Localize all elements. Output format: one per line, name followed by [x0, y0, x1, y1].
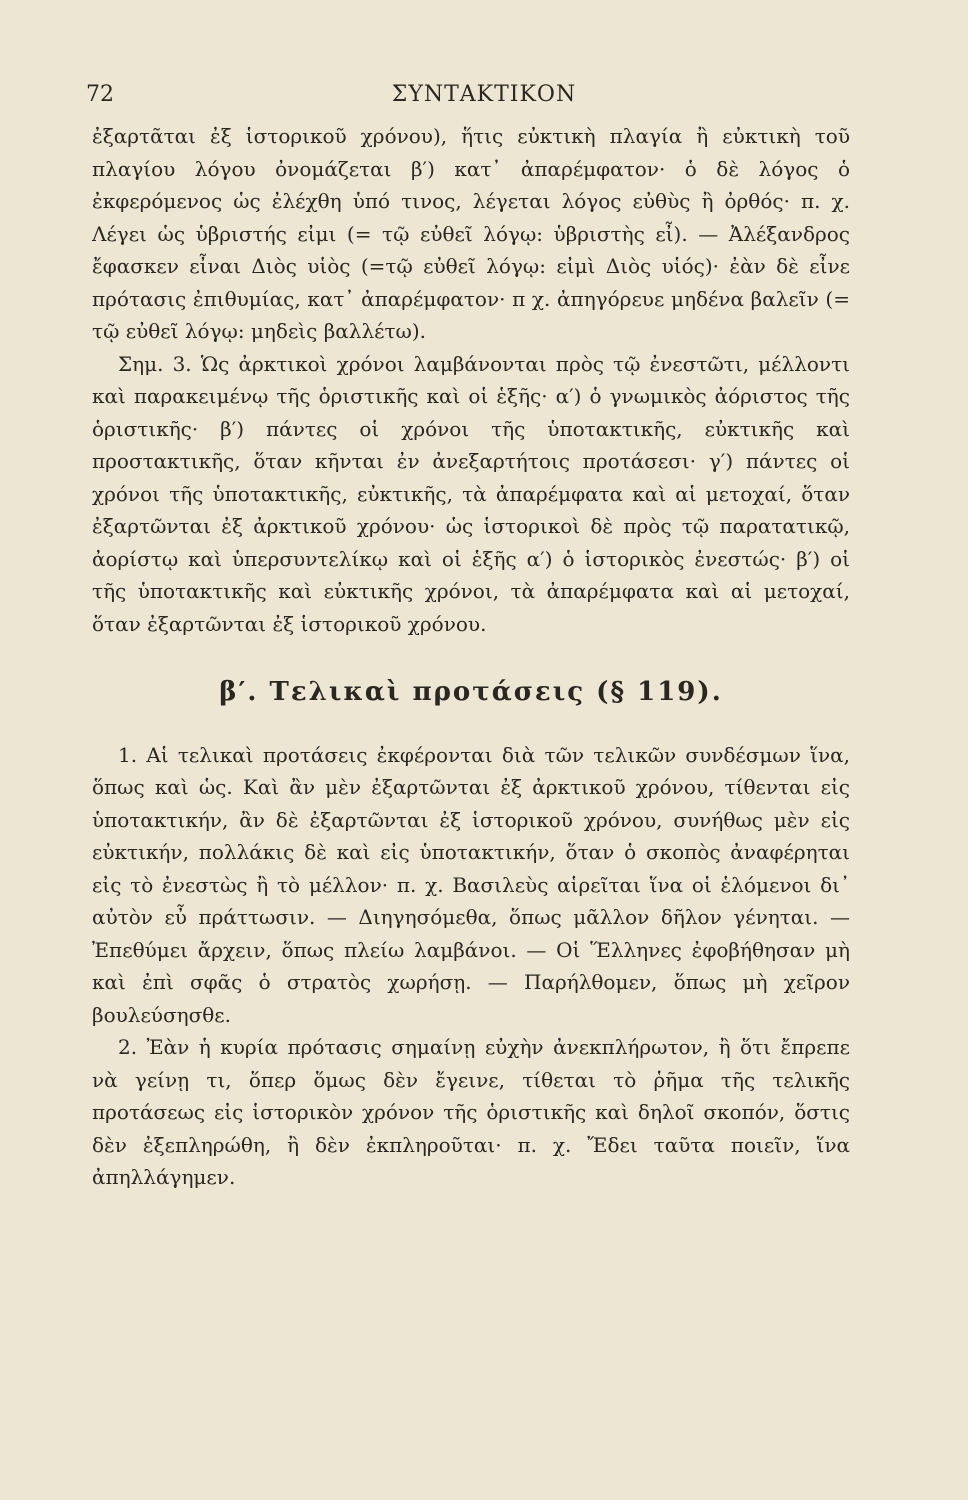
numbered-paragraph-2: 2. Ἐὰν ἡ κυρία πρότασις σημαίνῃ εὐχὴν ἀνεκπλήρωτον, ἢ ὅτι ἔπρεπε νὰ γείνῃ τι, ὅπερ ὅμως δὲν ἔγεινε, τίθεται τὸ ῥῆμα τῆς τελικῆς προτάσεως εἰς ἱστορικὸν χρόνον τῆς ὁριστικῆς καὶ δηλοῖ σκοπόν, ὅστις δὲν ἐξεπληρώθη, ἢ δὲν ἐκπληροῦται· π. χ. Ἔδει ταῦτα ποιεῖν, ἵνα ἀπηλλάγημεν.: [92, 1035, 850, 1189]
paragraph-continuation: ἐξαρτᾶται ἐξ ἱστορικοῦ χρόνου), ἥτις εὐκτικὴ πλαγία ἢ εὐκτικὴ τοῦ πλαγίου λόγου ὀνομάζεται β′) κατ᾿ ἀπαρέμφατον· ὁ δὲ λόγος ὁ ἐκφερόμενος ὡς ἐλέχθη ὑπό τινος, λέγεται λόγος εὐθὺς ἢ ὀρθός· π. χ. Λέγει ὡς ὑβριστής εἰμι (= τῷ εὐθεῖ λόγῳ: ὑβριστὴς εἶ). — Ἀλέξανδρος ἔφασκεν εἶναι Διὸς υἱὸς (=τῷ εὐθεῖ λόγῳ: εἰμὶ Διὸς υἱός)· ἐὰν δὲ εἶνε πρότασις ἐπιθυμίας, κατ᾿ ἀπαρέμφατον· π χ. ἀπηγόρευε μηδένα βαλεῖν (= τῷ εὐθεῖ λόγῳ: μηδεὶς βαλλέτω).: [92, 124, 850, 343]
section-heading: β′. Τελικαὶ προτάσεις (§ 119).: [219, 677, 723, 707]
running-title: ΣΥΝΤΑΚΤΙΚΟΝ: [391, 82, 577, 107]
page-body: [92, 120, 850, 1194]
page-number: 72: [86, 82, 114, 107]
remark-paragraph: Σημ. 3. Ὡς ἀρκτικοὶ χρόνοι λαμβάνονται πρὸς τῷ ἐνεστῶτι, μέλλοντι καὶ παρακειμένῳ τῆς ὁριστικῆς καὶ οἱ ἑξῆς· α′) ὁ γνωμικὸς ἀόριστος τῆς ὁριστικῆς· β′) πάντες οἱ χρόνοι τῆς ὑποτακτικῆς, εὐκτικῆς καὶ προστακτικῆς, ὅταν κῆνται ἐν ἀνεξαρτήτοις προτάσεσι· γ′) πάντες οἱ χρόνοι τῆς ὑποτακτικῆς, εὐκτικῆς, τὰ ἀπαρέμφατα καὶ αἱ μετοχαί, ὅταν ἐξαρτῶνται ἐξ ἀρκτικοῦ χρόνου· ὡς ἱστορικοὶ δὲ πρὸς τῷ παρατατικῷ, ἀορίστῳ καὶ ὑπερσυντελίκῳ καὶ οἱ ἑξῆς α′) ὁ ἱστορικὸς ἐνεστώς· β′) οἱ τῆς ὑποτακτικῆς καὶ εὐκτικῆς χρόνοι, τὰ ἀπαρέμφατα καὶ αἱ μετοχαί, ὅταν ἐξαρτῶνται ἐξ ἱστορικοῦ χρόνου.: [92, 351, 850, 636]
numbered-paragraph-1: 1. Αἱ τελικαὶ προτάσεις ἐκφέρονται διὰ τῶν τελικῶν συνδέσμων ἵνα, ὅπως καὶ ὡς. Καὶ ἂν μὲν ἐξαρτῶνται ἐξ ἀρκτικοῦ χρόνου, τίθενται εἰς ὑποτακτικήν, ἂν δὲ ἐξαρτῶνται ἐξ ἱστορικοῦ χρόνου, συνήθως μὲν εἰς εὐκτικήν, πολλάκις δὲ καὶ εἰς ὑποτακτικήν, ὅταν ὁ σκοπὸς ἀναφέρηται εἰς τὸ ἐνεστὼς ἢ τὸ μέλλον· π. χ. Βασιλεὺς αἱρεῖται ἵνα οἱ ἑλόμενοι δι᾿ αὐτὸν εὖ πράττωσιν. — Διηγησόμεθα, ὅπως μᾶλλον δῆλον γένηται. — Ἐπεθύμει ἄρχειν, ὅπως πλείω λαμβάνοι. — Οἱ Ἕλληνες ἐφοβήθησαν μὴ καὶ ἐπὶ σφᾶς ὁ στρατὸς χωρήσῃ. — Παρήλθομεν, ὅπως μὴ χεῖρον βουλεύσησθε.: [92, 742, 850, 1027]
